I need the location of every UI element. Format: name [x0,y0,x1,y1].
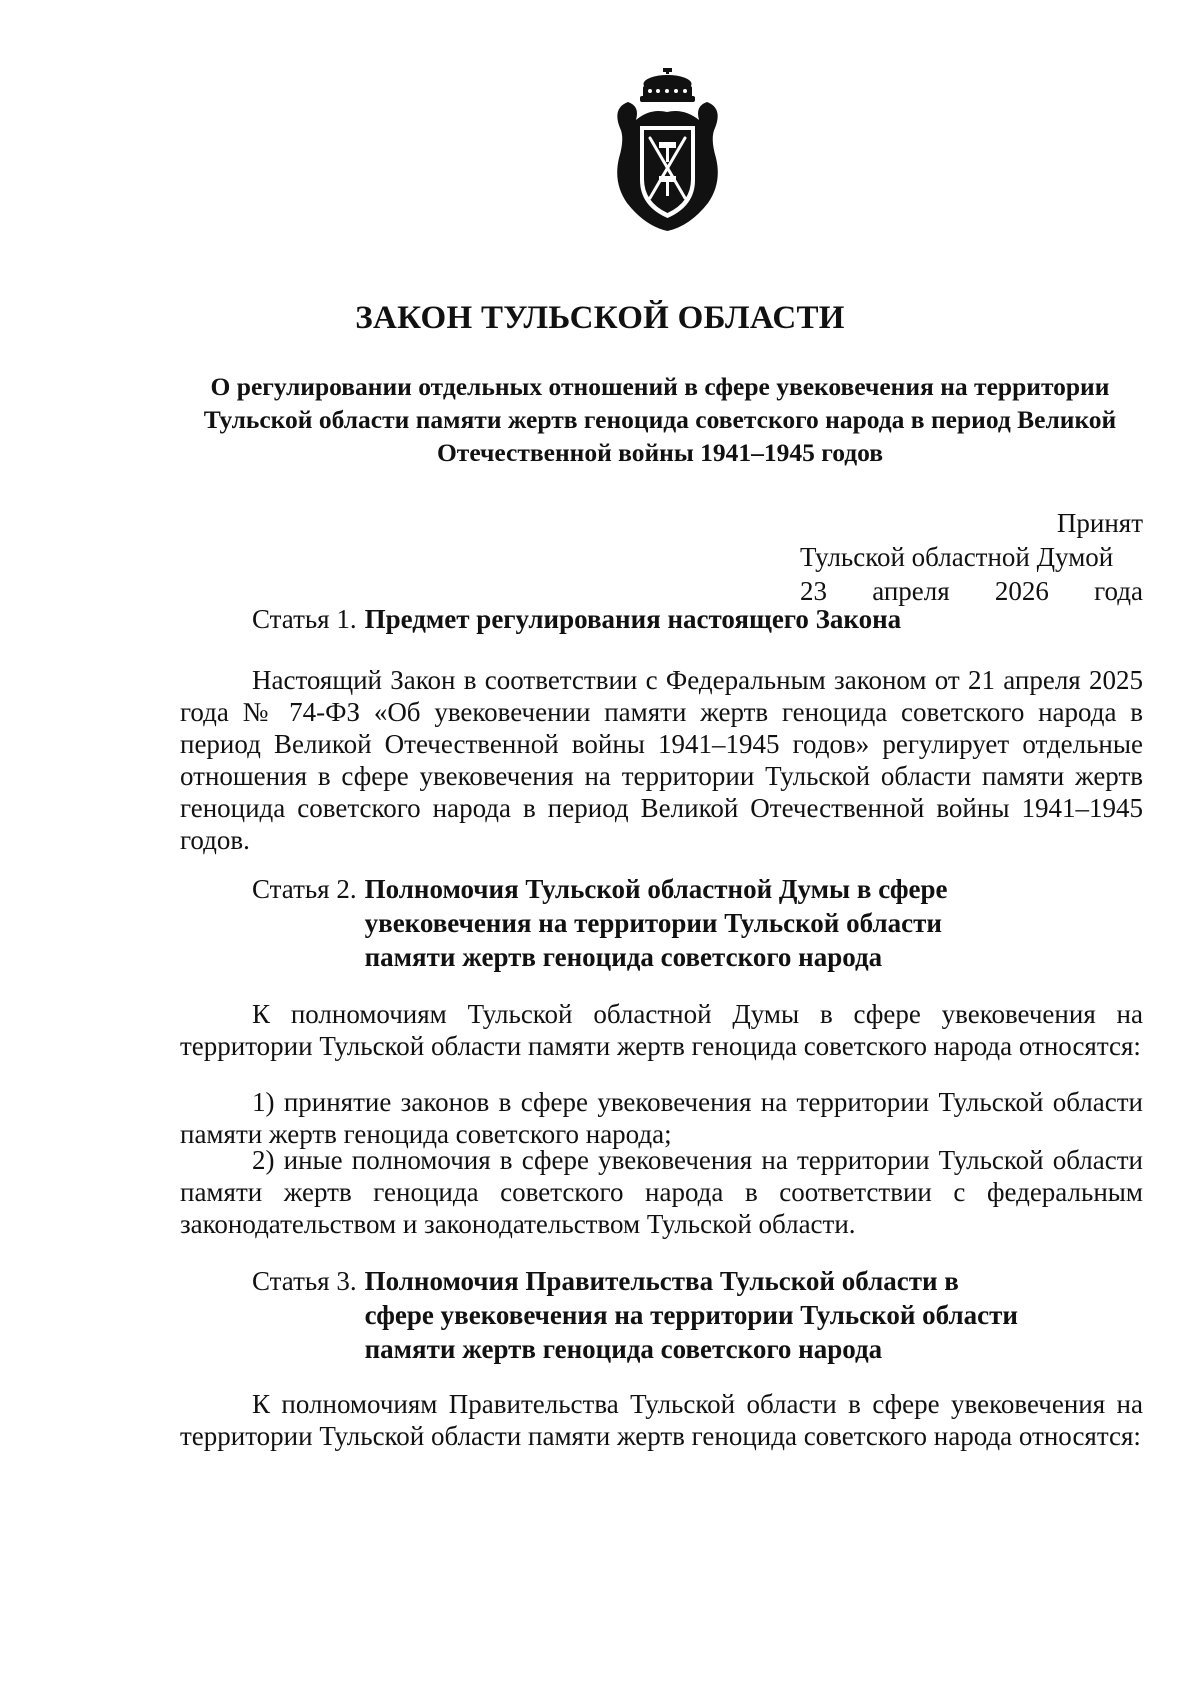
adopted-year: 2026 [994,576,1049,606]
adopted-year-word: года [1094,576,1143,606]
law-title: ЗАКОН ТУЛЬСКОЙ ОБЛАСТИ [355,300,845,336]
article-title: Предмет регулирования настоящего Закона [364,604,902,634]
article-1-paragraph-1: Настоящий Закон в соответствии с Федеральным законом от 21 апреля 2025 года № 74-ФЗ «Об увековечении памяти жертв геноцида советского народа в период Великой Отечественной войны 1941–1945 годов» регулирует отдельные отношения в сфере увековечения на территории Тульской области памяти жертв геноцида советского народа в период Великой Отечественной войны 1941–1945 годов. [180,665,1143,855]
adopted-by: Тульской областной Думой [800,542,1114,572]
article-1-heading [252,602,1132,636]
article-2-list-item-1: 1) принятие законов в сфере увековечения на территории Тульской области памяти жертв геноцида советского народа; [180,1087,1143,1149]
law-subtitle: О регулировании отдельных отношений в сфере увековечения на территории Тульской области памяти жертв геноцида советского народа в период Великой Отечественной войны 1941–1945 годов [203,372,1117,467]
article-number: Статья 2. [252,874,357,904]
adoption-block [800,506,1143,608]
adopted-day: 23 [800,576,827,606]
adopted-label: Принят [1056,508,1143,538]
article-title: Полномочия Тульской областной Думы в сфере увековечения на территории Тульской области памяти жертв геноцида советского народа [364,874,948,972]
article-3-heading [252,1264,1132,1366]
article-2-paragraph-1: К полномочиям Тульской областной Думы в сфере увековечения на территории Тульской области памяти жертв геноцида советского народа относятся: [180,999,1143,1061]
article-title: Полномочия Правительства Тульской области в сфере увековечения на территории Тульской области памяти жертв геноцида советского народа [364,1266,1018,1364]
tula-coat-of-arms-icon [610,68,725,233]
article-number: Статья 3. [252,1266,357,1296]
article-number: Статья 1. [252,604,357,634]
article-2-heading [252,872,1132,974]
adopted-month: апреля [872,576,950,606]
article-3-paragraph-1: К полномочиям Правительства Тульской области в сфере увековечения на территории Тульской области памяти жертв геноцида советского народа относятся: [180,1389,1143,1451]
article-2-list-item-2: 2) иные полномочия в сфере увековечения на территории Тульской области памяти жертв геноцида советского народа в соответствии с федеральным законодательством и законодательством Тульской области. [180,1145,1143,1239]
